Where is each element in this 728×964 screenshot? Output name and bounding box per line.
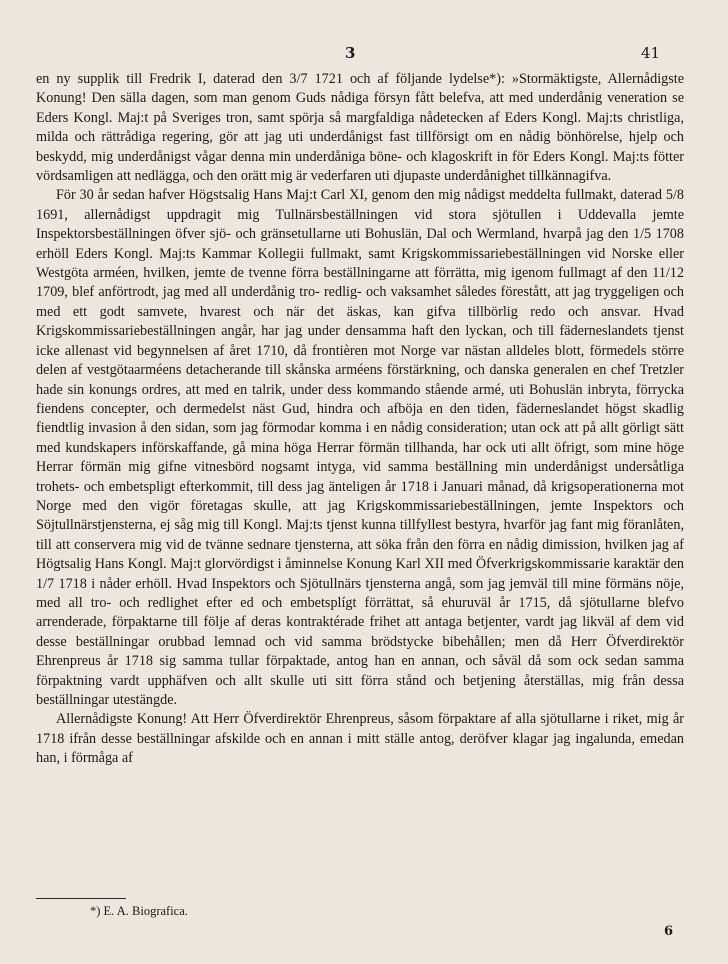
page-number: 41 bbox=[641, 44, 661, 62]
sheet-mark: 6 bbox=[664, 924, 674, 939]
footnote: *) E. A. Biografica. bbox=[90, 904, 188, 918]
paragraph: Allernådigste Konung! Att Herr Öfverdirektör Ehrenpreus, såsom förpaktare af alla sjötullarne i riket, mig år 1718 ifrån desse beställningar afskilde och en annan i mitt ställe antog, deröfver klagar jag ingalunda, emedan han, i förmåga af bbox=[36, 711, 684, 767]
signature-mark: 3 bbox=[345, 44, 356, 62]
body-text bbox=[36, 70, 684, 769]
paragraph: För 30 år sedan hafver Högstsalig Hans Maj:t Carl XI, genom den mig nådigst meddelta fullmakt, daterad 5/8 1691, allernådigst uppdragit mig Tullnärsbeställningen vid stora sjötullen i Uddevalla jemte Inspektorsbeställningen öfver sjö- och gränsetullarne uti Bohuslän, Dal och Wermland, hvarpå jag den 1/5 1708 erhöll Eders Kongl. Maj:ts Kammar Kollegii fullmakt, samt Krigskommissariebeställningen vid Norske eller Westgöta arméen, hvilken, jemte de tvenne förra beställningarne att förrätta, mig igenom fullmagt af den 11/12 1709, blef anförtrodt, jag med all underdånig tro- redlig- och vaksamhet således förestått, att jag tryggeligen och med ett godt samvete, hvarest och när det äskas, kan gifva tillbörlig redo och ansvar. Hvad Krigskommissariebeställningen angår, har jag under densamma haft den lyckan, och till fäderneslandets tjenst icke allenast vid begynnelsen af året 1710, då frontièren mot Norge var nästan alldeles blott, förmedels större delen af vestgötaarméens detacherande till skånska arméens förstärkning, och danska generalen en chef Tretzler hade sin konungs ordres, att med en talrik, under dess kommando stående armé, uti Bohuslän inbryta, förrycka fiendens concepter, och dermedelst näst Gud, hindra och afböja en den tiden, fäderneslandet högst skadlig fiendtlig invasion å den sidan, som jag förmodar komma i en nådig consideration; utan ock att på allt görligt sätt med kundskapers införskaffande, gå mina höga Herrar förmän tillhanda, har ock uti allt öfrigt, som mine höge Herrar förmän mig gifne vitnesbörd nogsamt intyga, vid samma beställning min underdånigst undersåtliga trohets- och embetspligt efterkommit, till dess jag änteligen år 1718 i Januari månad, då krigsoperationerna mot Norge med den vigör företagas skulle, att jag Krigskommissariebeställningen, jemte Inspektors och Söjtullnärstjensterna, ej såg mig till Kongl. Maj:ts tjenst kunna tillfyllest bestyra, hvarför jag fant mig föranlåten, till att conservera mig vid de tvänne sednare tjensterna, att söka från den förra en nådig dimission, hvilken jag af Högtsalig Hans Kongl. Maj:t glorvördigst i åminnelse Konung Karl XII med Öfverkrigskommissarie karaktär den 1/7 1718 i nåder erhöll. Hvad Inspektors och Sjötullnärs tjensterna angå, som jag jemväl till mine förmäns nöje, med all tro- och redlighet efter ed och embetsplígt förrättat, så ehuruväl år 1715, då sjötullarne blefvo arrenderade, förpaktarne till följe af deras kontraktérade frihet att antaga betjenter, vardt jag likväl af dem vid desse beställningar orubbad lemnad och vid samma brödstycke bibehållen; men då Herr Öfverdirektör Ehrenpreus år 1718 sig samma tullar förpaktade, antog han en annan, och såväl då som ock sedan samma förpaktning vardt upphäfven och allt skulle uti sitt förra stånd och betjening återställas, mig från dessa beställningar utestängde. bbox=[36, 187, 684, 708]
footnote-divider bbox=[36, 898, 126, 899]
paragraph: en ny supplik till Fredrik I, daterad den 3/7 1721 och af följande lydelse*): »Stormäktigste, Allernådigste Konung! Den sälla dagen, som man genom Guds nådiga försyn fått belefva, att med underdånig veneration se Eders Kongl. Maj:t på Sveriges tron, samt spörja så margfaldiga nådetecken af Eders Kongl. Maj:ts christliga, milda och rättrådiga regering, gör att jag uti underdånigst fast tillförsigt om en nådig bönhörelse, hjelp och beskydd, mig underdånigst vågar denna min underdåniga böne- och klagoskrift in för Eders Kongl. Maj:ts fötter vördsamligen att nedlägga, och den orätt mig är vederfaren uti djupaste underdånighet tillkännagifva. bbox=[36, 71, 684, 185]
